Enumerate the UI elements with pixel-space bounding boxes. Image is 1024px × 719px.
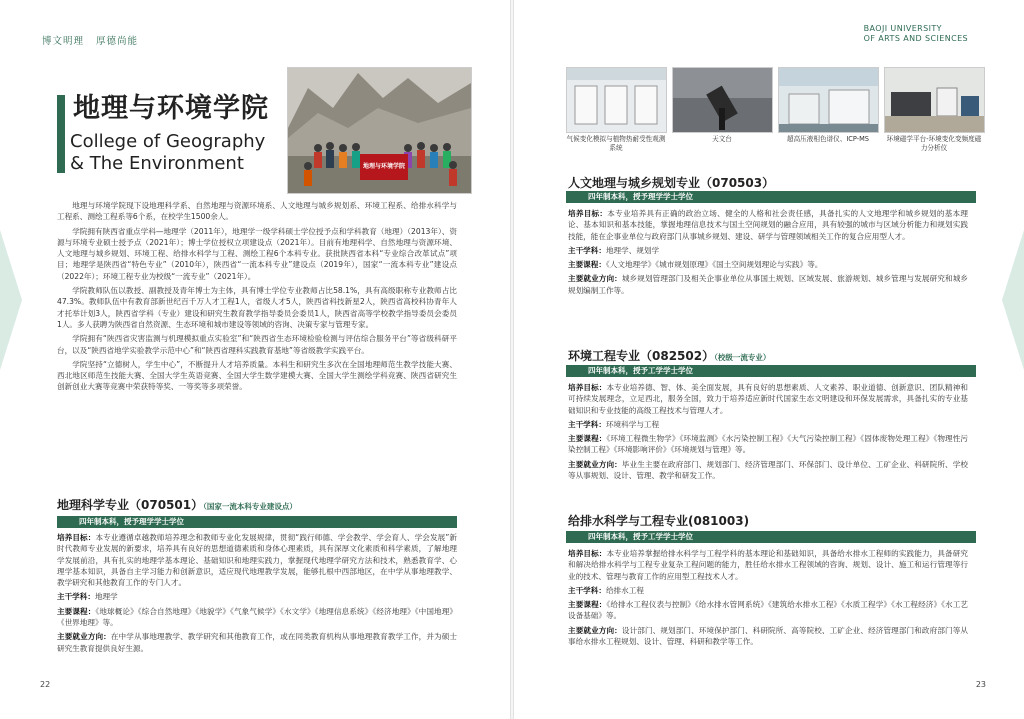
college-title-en-line: & The Environment	[70, 153, 244, 174]
degree-bar: 四年制本科，授予理学学士学位	[566, 191, 976, 203]
major-title-environmental-engineering	[568, 347, 770, 364]
lab-photo-magnetics	[884, 67, 985, 133]
field-value: 本专业培养掌握给排水科学与工程学科的基本理论和基础知识，具备给水排水工程师的实践能力，具备研究和解决给排水科学与工程专业复杂工程问题的能力，胜任给水排水工程领域的咨询、规划、设计、施工和运行管理等行业的技术、管理与教育工作的应用型工程技术人才。	[568, 549, 969, 581]
title-accent-bar	[57, 95, 65, 173]
field-value: 城乡规划管理部门及相关企事业单位从事国土规划、区域发展、旅游规划、城乡管理与发展研究和城乡规划编制工作等。	[568, 274, 968, 295]
page-number-left: 22	[40, 680, 51, 689]
goal-field	[568, 548, 968, 582]
career-field	[57, 631, 457, 654]
book-spine	[510, 0, 514, 719]
university-name-line: BAOJI UNIVERSITY	[863, 24, 942, 33]
subject-field	[568, 585, 968, 596]
field-value: 《人文地理学》《城市规划原理》《国土空间规划理论与实践》等。	[605, 260, 823, 270]
intro-paragraph: 学院拥有“陕西省灾害监测与机理模拟重点实验室”和“陕西省生态环境检验检测与评估综合服务平台”等省级科研平台，以及“陕西省地学实验教学示范中心”和“陕西省理科实践教育基地”等省级教学实践平台。	[57, 334, 457, 355]
field-label: 主要就业方向：	[57, 632, 111, 642]
subject-field	[57, 591, 457, 602]
lab-caption: 天文台	[712, 135, 732, 143]
right-edge-decoration	[1002, 230, 1024, 370]
college-intro	[57, 200, 457, 396]
major-details-geography	[57, 532, 457, 657]
group-photo	[287, 67, 472, 194]
courses-field	[568, 433, 968, 456]
major-details-water-supply	[568, 548, 968, 650]
field-label: 培养目标：	[568, 383, 607, 392]
lab-caption: 环境磁学平台-环境变化变频度磁力分析仪	[886, 135, 982, 152]
university-name	[864, 24, 968, 44]
field-value: 本专业遵循卓越教师培养理念和教师专业化发展规律，贯彻“践行师德、学会教学、学会育人、学会发展”新时代教师专业发展的新要求，培养具有良好的思想道德素质和身体心理素质，具有深厚文化素质和科学素质，了解地理学发展前沿，具有扎实的地理学基本理论、基础知识和地理实践力，掌握现代地理学研究方法和技术，熟悉教育学、心理学基本知识，具备自主学习能力和创新意识，适应现代地理教学发展，能够扎根中西部地区，在中学从事地理教学、教学研究和其他教育工作的专门人才。	[57, 533, 457, 588]
field-value: 在中学从事地理教学、教学研究和其他教育工作，或在同类教育机构从事地理教育教学工作，并为硕士研究生教育提供良好生源。	[57, 632, 457, 653]
field-label: 主要课程：	[568, 260, 606, 270]
courses-field	[568, 259, 968, 270]
lab-photo-chromatograph	[778, 67, 879, 133]
career-field	[568, 459, 968, 482]
major-title-geography	[57, 496, 297, 513]
lab-photo-observatory	[672, 67, 773, 133]
field-label: 主要就业方向：	[568, 274, 622, 284]
college-title-cn: 地理与环境学院	[73, 93, 269, 124]
field-value: 给排水工程	[605, 585, 644, 595]
field-label: 主要就业方向：	[568, 459, 622, 469]
school-motto	[42, 33, 146, 47]
field-label: 主要课程：	[568, 434, 607, 444]
intro-paragraph: 地理与环境学院现下设地理科学系、自然地理与资源环境系、人文地理与城乡规划系、环境工程系、给排水科学与工程系、测绘工程系等6个系，在校学生1500余人。	[57, 201, 457, 222]
major-title-text: 环境工程专业（082502）	[568, 349, 715, 363]
degree-bar: 四年制本科，授予理学学士学位	[57, 516, 457, 528]
field-label: 主干学科：	[568, 245, 606, 255]
major-title-text: 给排水科学与工程专业(081003)	[568, 514, 750, 528]
goal-field	[568, 382, 968, 416]
major-note: （国家一流本科专业建设点）	[203, 502, 297, 511]
major-title-text: 人文地理与城乡规划专业（070503）	[568, 176, 775, 190]
college-title-en	[70, 131, 265, 175]
degree-bar: 四年制本科，授予工学学士学位	[566, 365, 976, 377]
left-edge-decoration	[0, 230, 22, 370]
goal-field	[57, 532, 457, 588]
field-value: 《地球概论》《综合自然地理》《地貌学》《气象气候学》《水文学》《地理信息系统》《经济地理》《中国地理》《世界地理》等。	[57, 606, 457, 628]
major-title-text: 地理科学专业（070501）	[57, 498, 204, 512]
field-value: 本专业培养具有正确的政治立场、健全的人格和社会责任感，具备扎实的人文地理学和城乡规划的基本理论、基本知识和基本技能，掌握地理信息技术与国土空间规划的融合应用，具有较强的城市与区域分析能力和规划实践技能，能在企事业单位与政府部门从事城乡规划、建设、研学与管理领域相关工作的复合应用型人才。	[568, 209, 969, 241]
major-title-water-supply	[568, 512, 749, 529]
major-note: （校级一流专业）	[714, 353, 771, 362]
intro-paragraph: 学院拥有陕西省重点学科—地理学（2011年），地理学一级学科硕士学位授予点和学科教育（地理）（2013年）、资源与环境专业硕士授予点（2021年）；博士学位授权立项建设点（2021年）。目前有地理科学、自然地理与资源环境、人文地理与城乡规划、环境工程、给排水科学与工程、测绘工程6个本科专业。获批陕西省本科“专业综合改革试点”项目；地理学是陕西省“特色专业”（2010年），陕西省“一流本科专业”建设点（2019年），国家“一流本科专业”建设点（2022年）；环境工程专业为校级“一流专业”（2021年）。	[57, 226, 457, 281]
field-value: 环境科学与工程	[605, 419, 660, 429]
field-label: 培养目标：	[57, 533, 96, 542]
college-title-en-line: College of Geography	[70, 131, 266, 152]
field-label: 培养目标：	[568, 549, 607, 558]
goal-field	[568, 208, 968, 242]
field-value: 本专业培养德、智、体、美全面发展，具有良好的思想素质、人文素养、职业道德、创新意识、团队精神和可持续发展理念，立足西北，服务全国，致力于培养适应新时代国家生态文明建设和环保发展需求，具备扎实的专业基础知识和专业技能的高级工程技术与管理人才。	[568, 383, 969, 415]
major-details-human-geography	[568, 208, 968, 299]
photo-banner: 地理与环境学院	[362, 163, 405, 170]
motto-part: 厚德尚能	[96, 36, 139, 47]
major-title-human-geography	[568, 174, 774, 191]
field-value: 《环境工程微生物学》《环境监测》《水污染控制工程》《大气污染控制工程》《固体废物处理工程》《物理性污染控制工程》《环境影响评价》《环境规划与管理》等。	[568, 434, 968, 455]
field-label: 主干学科：	[568, 585, 606, 595]
degree-bar: 四年制本科，授予工学学士学位	[566, 531, 976, 543]
career-field	[568, 273, 968, 296]
motto-part: 博文明理	[42, 36, 85, 47]
field-label: 主干学科：	[57, 592, 95, 602]
field-label: 主要课程：	[568, 600, 607, 610]
field-value: 地理学	[94, 592, 118, 602]
subject-field	[568, 245, 968, 256]
lab-caption: 超高压液相色谱仪、ICP-MS	[787, 135, 869, 143]
page-number-right: 23	[975, 680, 986, 689]
courses-field	[568, 599, 968, 622]
lab-caption: 气候变化模拟与植物热耐受性观测系统	[566, 135, 666, 152]
subject-field	[568, 419, 968, 430]
field-label: 培养目标：	[568, 209, 608, 218]
lab-photo-climate	[566, 67, 667, 133]
field-label: 主要课程：	[57, 606, 96, 616]
intro-paragraph: 学院教师队伍以教授、副教授及青年博士为主体，具有博士学位专业教师占比58.1%，具有高级职称专业教师占比47.3%。教师队伍中有教育部新世纪百千万人才工程1人，省级人才5人，陕西省科技新星2人，陕西省高校科协青年人才托举计划3人，陕西省学科（专业）建设和研究生教育教学指导委员会委员1人，陕西省高等学校教学指导委员会委员1人。多人获聘为陕西省自然资源、生态环境和城市建设等领域的咨询、决策专家与管理专家。	[57, 286, 457, 329]
major-details-environmental-engineering	[568, 382, 968, 484]
career-field	[568, 625, 968, 648]
field-value: 设计部门、规划部门、环境保护部门、科研院所、高等院校、工矿企业、经济管理部门和政府部门等从事给水排水工程规划、设计、管理、科研和教学等工作。	[568, 625, 968, 647]
field-value: 《给排水工程仪表与控制》《给水排水管网系统》《建筑给水排水工程》《水质工程学》《水工程经济》《水工艺设备基础》等。	[568, 600, 968, 621]
intro-paragraph: 学院坚持“立德树人，学生中心”，不断提升人才培养质量。本科生和研究生多次在全国地理师范生教学技能大赛、西北地区师范生技能大赛、全国大学生英语竞赛、全国大学生数学建模大赛、全国大学生测绘学科竞赛、陕西省研究生创新创业大赛等竞赛中荣获特等奖、一等奖等多项荣誉。	[57, 359, 457, 392]
field-value: 地理学、规划学	[605, 245, 660, 255]
field-value: 毕业生主要在政府部门、规划部门、经济管理部门、环保部门、设计单位、工矿企业、科研院所、学校等从事规划、设计、管理、教学和研发工作。	[568, 459, 968, 481]
courses-field	[57, 606, 457, 629]
field-label: 主要就业方向：	[568, 625, 622, 635]
field-label: 主干学科：	[568, 419, 606, 429]
university-name-line: OF ARTS AND SCIENCES	[863, 34, 968, 43]
